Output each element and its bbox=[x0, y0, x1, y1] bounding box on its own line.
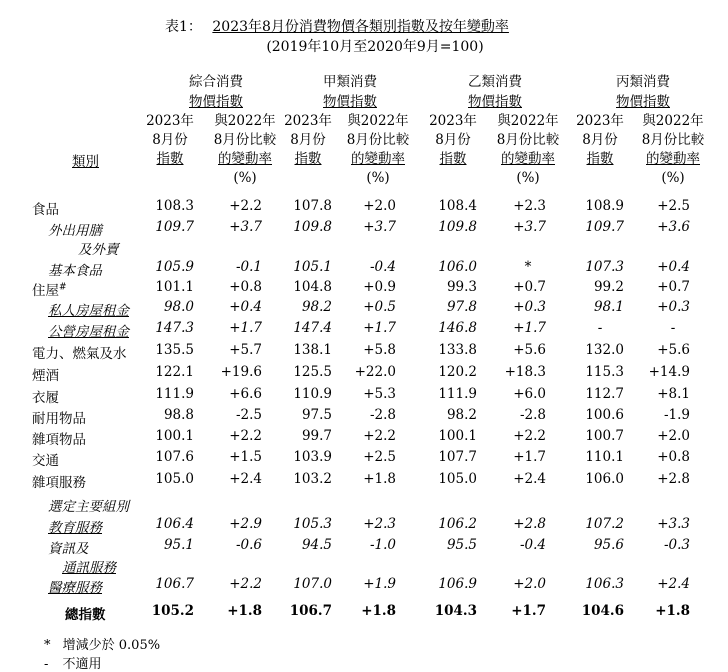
change-cell: +0.8 bbox=[229, 279, 262, 295]
column-header-line: 8月份比較 bbox=[496, 132, 560, 148]
column-header-line: 與2022年 bbox=[497, 113, 559, 129]
change-cell: +2.3 bbox=[513, 198, 546, 214]
change-cell: +1.5 bbox=[229, 449, 262, 465]
column-header-line: (%) bbox=[233, 170, 257, 186]
index-cell: 107.3 bbox=[585, 259, 624, 275]
index-cell: 108.9 bbox=[585, 198, 624, 214]
row-label bbox=[48, 299, 129, 319]
index-cell: 99.7 bbox=[301, 428, 332, 444]
index-cell: 100.1 bbox=[155, 428, 194, 444]
index-column-header bbox=[140, 112, 200, 169]
change-column-header bbox=[203, 112, 287, 188]
change-cell: +5.6 bbox=[657, 342, 690, 358]
column-header-line: 8月份 bbox=[290, 132, 326, 148]
row-label bbox=[32, 449, 59, 469]
index-cell: 95.1 bbox=[163, 537, 194, 553]
index-cell: 147.4 bbox=[293, 320, 332, 336]
column-header-line: 8月份 bbox=[582, 132, 618, 148]
index-cell: 125.5 bbox=[293, 364, 332, 380]
row-label-text: 雜項服務 bbox=[32, 475, 86, 491]
index-cell: 103.9 bbox=[293, 449, 332, 465]
change-cell: +1.8 bbox=[227, 603, 262, 619]
row-label-text: 食品 bbox=[32, 202, 59, 218]
column-group-header bbox=[583, 72, 703, 112]
index-cell: 106.7 bbox=[289, 603, 332, 619]
change-cell: -1.0 bbox=[369, 537, 396, 553]
column-header-line: 8月份比較 bbox=[213, 132, 277, 148]
change-cell: -2.8 bbox=[519, 407, 546, 423]
row-label bbox=[32, 364, 59, 384]
index-cell: 94.5 bbox=[301, 537, 332, 553]
change-cell: +2.0 bbox=[513, 576, 546, 592]
index-cell: 100.6 bbox=[585, 407, 624, 423]
footnote-2 bbox=[44, 653, 102, 672]
column-group-line1: 綜合消費 bbox=[189, 74, 243, 90]
index-cell: 133.8 bbox=[438, 342, 477, 358]
footnote-text: 增減少於 0.05% bbox=[62, 638, 161, 653]
index-cell: 97.8 bbox=[446, 299, 477, 315]
change-cell: +2.3 bbox=[363, 516, 396, 532]
change-cell: +2.2 bbox=[513, 428, 546, 444]
row-label bbox=[32, 198, 59, 218]
change-cell: +3.7 bbox=[363, 219, 396, 235]
index-cell: 110.1 bbox=[585, 449, 624, 465]
change-cell: -0.4 bbox=[519, 537, 546, 553]
row-label bbox=[32, 342, 127, 362]
index-cell: 104.6 bbox=[581, 603, 624, 619]
row-label-text: 外出用膳 bbox=[48, 223, 102, 239]
index-cell: 111.9 bbox=[155, 386, 194, 402]
row-label-text: 私人房屋租金 bbox=[48, 303, 129, 319]
row-label bbox=[48, 320, 129, 340]
change-cell: +2.8 bbox=[657, 471, 690, 487]
index-cell: 147.3 bbox=[155, 320, 194, 336]
index-cell: 108.4 bbox=[438, 198, 477, 214]
index-cell: 106.7 bbox=[155, 576, 194, 592]
change-cell: +2.4 bbox=[229, 471, 262, 487]
change-cell: +1.7 bbox=[229, 320, 262, 336]
index-cell: 105.0 bbox=[155, 471, 194, 487]
change-cell: +2.5 bbox=[363, 449, 396, 465]
index-cell: 105.1 bbox=[293, 259, 332, 275]
row-label bbox=[48, 537, 89, 557]
column-header-line: 2023年 bbox=[576, 113, 624, 129]
change-cell: +2.4 bbox=[513, 471, 546, 487]
index-cell: 104.8 bbox=[293, 279, 332, 295]
change-cell: +1.7 bbox=[513, 449, 546, 465]
index-cell: 111.9 bbox=[438, 386, 477, 402]
index-cell: 107.2 bbox=[585, 516, 624, 532]
change-cell: -0.1 bbox=[235, 259, 262, 275]
change-cell: +3.7 bbox=[513, 219, 546, 235]
index-cell: 106.0 bbox=[585, 471, 624, 487]
row-label-text: 公營房屋租金 bbox=[48, 324, 129, 340]
index-cell: 105.9 bbox=[155, 259, 194, 275]
row-label-text: 雜項物品 bbox=[32, 432, 86, 448]
index-cell: 135.5 bbox=[155, 342, 194, 358]
index-cell: 105.0 bbox=[438, 471, 477, 487]
row-label bbox=[32, 407, 86, 427]
change-cell: - bbox=[670, 320, 676, 336]
index-cell: 122.1 bbox=[155, 364, 194, 380]
change-cell: +0.3 bbox=[657, 299, 690, 315]
index-cell: 115.3 bbox=[585, 364, 624, 380]
index-cell: 107.8 bbox=[293, 198, 332, 214]
index-cell: 146.8 bbox=[438, 320, 477, 336]
row-label bbox=[65, 603, 106, 623]
change-cell: +3.7 bbox=[229, 219, 262, 235]
index-cell: 95.5 bbox=[446, 537, 477, 553]
table-title-text: 2023年8月份消費物價各類別指數及按年變動率 bbox=[212, 19, 509, 35]
change-cell: +2.2 bbox=[363, 428, 396, 444]
column-group-line1: 丙類消費 bbox=[616, 74, 670, 90]
change-cell: +1.8 bbox=[363, 471, 396, 487]
column-header-line: 的變動率 bbox=[218, 151, 272, 167]
row-label-text: 交通 bbox=[32, 453, 59, 469]
column-group-header bbox=[435, 72, 555, 112]
change-cell: +0.8 bbox=[657, 449, 690, 465]
index-cell: 109.8 bbox=[438, 219, 477, 235]
column-header-line: 指數 bbox=[156, 151, 184, 167]
row-label bbox=[48, 576, 102, 596]
footnote-1 bbox=[44, 634, 160, 653]
index-cell: 132.0 bbox=[585, 342, 624, 358]
row-label bbox=[48, 259, 102, 279]
index-cell: 105.2 bbox=[151, 603, 194, 619]
change-cell: +2.2 bbox=[229, 576, 262, 592]
row-label-text: 醫療服務 bbox=[48, 580, 102, 596]
change-cell: * bbox=[524, 259, 532, 275]
column-group-line1: 甲類消費 bbox=[323, 74, 377, 90]
change-cell: +5.3 bbox=[363, 386, 396, 402]
change-cell: +2.5 bbox=[657, 198, 690, 214]
change-cell: +1.8 bbox=[361, 603, 396, 619]
index-cell: 100.1 bbox=[438, 428, 477, 444]
row-label bbox=[48, 495, 129, 515]
column-header-line: 指數 bbox=[586, 151, 614, 167]
change-cell: +3.3 bbox=[657, 516, 690, 532]
change-cell: +0.4 bbox=[229, 299, 262, 315]
change-cell: +2.0 bbox=[363, 198, 396, 214]
row-label-text: 基本食品 bbox=[48, 263, 102, 279]
change-cell: -2.8 bbox=[369, 407, 396, 423]
change-cell: +2.4 bbox=[657, 576, 690, 592]
category-header: 類別 bbox=[72, 154, 99, 170]
change-cell: +5.7 bbox=[229, 342, 262, 358]
column-group-line1: 乙類消費 bbox=[468, 74, 522, 90]
column-header-line: 2023年 bbox=[284, 113, 332, 129]
column-header-line: 8月份 bbox=[435, 132, 471, 148]
row-label-text: 總指數 bbox=[65, 607, 106, 623]
change-cell: +1.7 bbox=[513, 320, 546, 336]
row-label-text: 選定主要組別 bbox=[48, 499, 129, 515]
index-cell: 106.0 bbox=[438, 259, 477, 275]
index-cell: 98.1 bbox=[593, 299, 624, 315]
change-cell: +0.4 bbox=[657, 259, 690, 275]
change-cell: -1.9 bbox=[663, 407, 690, 423]
column-header-line: 的變動率 bbox=[501, 151, 555, 167]
index-cell: 112.7 bbox=[585, 386, 624, 402]
change-column-header bbox=[631, 112, 715, 188]
change-cell: -0.4 bbox=[369, 259, 396, 275]
change-cell: +1.7 bbox=[363, 320, 396, 336]
column-header-line: 8月份比較 bbox=[641, 132, 705, 148]
change-cell: +19.6 bbox=[220, 364, 262, 380]
row-label-text: 耐用物品 bbox=[32, 411, 86, 427]
row-label bbox=[48, 516, 102, 536]
row-label-sup: # bbox=[59, 282, 67, 293]
index-cell: 99.3 bbox=[446, 279, 477, 295]
index-cell: 98.2 bbox=[301, 299, 332, 315]
change-cell: +1.8 bbox=[655, 603, 690, 619]
column-group-header bbox=[290, 72, 410, 112]
index-cell: 106.2 bbox=[438, 516, 477, 532]
change-cell: +2.9 bbox=[229, 516, 262, 532]
base-period: (2019年10月至2020年9月=100) bbox=[266, 39, 484, 55]
column-header-line: (%) bbox=[516, 170, 540, 186]
index-cell: 120.2 bbox=[438, 364, 477, 380]
column-header-line: 2023年 bbox=[146, 113, 194, 129]
row-label bbox=[48, 219, 102, 239]
change-cell: +5.6 bbox=[513, 342, 546, 358]
index-cell: 99.2 bbox=[593, 279, 624, 295]
row-label-text: 資訊及 bbox=[48, 541, 89, 557]
change-cell: -0.6 bbox=[235, 537, 262, 553]
change-cell: +2.2 bbox=[229, 428, 262, 444]
footnote-text: 不適用 bbox=[62, 657, 102, 672]
index-cell: 101.1 bbox=[155, 279, 194, 295]
index-cell: - bbox=[597, 320, 603, 336]
index-cell: 103.2 bbox=[293, 471, 332, 487]
index-column-header bbox=[278, 112, 338, 169]
change-cell: +8.1 bbox=[657, 386, 690, 402]
row-label bbox=[32, 279, 67, 299]
change-cell: +3.6 bbox=[657, 219, 690, 235]
index-cell: 98.2 bbox=[446, 407, 477, 423]
index-cell: 109.7 bbox=[585, 219, 624, 235]
index-cell: 105.3 bbox=[293, 516, 332, 532]
change-cell: +5.8 bbox=[363, 342, 396, 358]
row-label-line2: 通訊服務 bbox=[62, 560, 116, 576]
change-cell: +1.9 bbox=[363, 576, 396, 592]
index-cell: 98.8 bbox=[163, 407, 194, 423]
change-cell: +0.3 bbox=[513, 299, 546, 315]
change-cell: +0.7 bbox=[657, 279, 690, 295]
index-cell: 95.6 bbox=[593, 537, 624, 553]
index-cell: 106.4 bbox=[155, 516, 194, 532]
row-label bbox=[32, 471, 86, 491]
row-label-text: 衣履 bbox=[32, 390, 59, 406]
row-label bbox=[32, 428, 86, 448]
index-cell: 107.7 bbox=[438, 449, 477, 465]
index-cell: 109.7 bbox=[155, 219, 194, 235]
change-cell: +0.5 bbox=[363, 299, 396, 315]
index-cell: 108.3 bbox=[155, 198, 194, 214]
change-cell: +6.0 bbox=[513, 386, 546, 402]
column-group-line2: 物價指數 bbox=[468, 94, 522, 110]
index-cell: 97.5 bbox=[301, 407, 332, 423]
column-group-line2: 物價指數 bbox=[189, 94, 243, 110]
table-title bbox=[165, 16, 509, 36]
column-header-line: 指數 bbox=[439, 151, 467, 167]
column-header-line: (%) bbox=[661, 170, 685, 186]
row-label-text: 教育服務 bbox=[48, 520, 102, 536]
change-cell: +6.6 bbox=[229, 386, 262, 402]
change-cell: +1.7 bbox=[511, 603, 546, 619]
change-column-header bbox=[336, 112, 420, 188]
index-cell: 107.6 bbox=[155, 449, 194, 465]
row-label-text: 住屋 bbox=[32, 283, 59, 299]
column-group-header bbox=[156, 72, 276, 112]
column-group-line2: 物價指數 bbox=[616, 94, 670, 110]
change-cell: +22.0 bbox=[354, 364, 396, 380]
column-header-line: 的變動率 bbox=[351, 151, 405, 167]
change-cell: +0.9 bbox=[363, 279, 396, 295]
index-cell: 104.3 bbox=[434, 603, 477, 619]
column-header-line: 8月份 bbox=[152, 132, 188, 148]
change-cell: +2.2 bbox=[229, 198, 262, 214]
column-header-line: 的變動率 bbox=[646, 151, 700, 167]
index-cell: 100.7 bbox=[585, 428, 624, 444]
index-cell: 106.9 bbox=[438, 576, 477, 592]
column-header-line: 指數 bbox=[294, 151, 322, 167]
index-cell: 110.9 bbox=[293, 386, 332, 402]
index-cell: 107.0 bbox=[293, 576, 332, 592]
column-group-line2: 物價指數 bbox=[323, 94, 377, 110]
index-column-header bbox=[423, 112, 483, 169]
index-cell: 138.1 bbox=[293, 342, 332, 358]
row-label-line2: 及外賣 bbox=[78, 242, 119, 258]
index-cell: 106.3 bbox=[585, 576, 624, 592]
index-cell: 109.8 bbox=[293, 219, 332, 235]
footnote-mark: - bbox=[44, 657, 49, 672]
change-cell: +2.8 bbox=[513, 516, 546, 532]
table-number: 表1： bbox=[165, 19, 202, 35]
column-header-line: (%) bbox=[366, 170, 390, 186]
column-header-line: 8月份比較 bbox=[346, 132, 410, 148]
change-cell: +18.3 bbox=[504, 364, 546, 380]
index-column-header bbox=[570, 112, 630, 169]
change-cell: +14.9 bbox=[648, 364, 690, 380]
column-header-line: 與2022年 bbox=[347, 113, 409, 129]
change-column-header bbox=[486, 112, 570, 188]
change-cell: +2.0 bbox=[657, 428, 690, 444]
row-label-text: 電力、燃氣及水 bbox=[32, 346, 127, 362]
change-cell: -0.3 bbox=[663, 537, 690, 553]
footnote-mark: * bbox=[44, 638, 51, 653]
column-header-line: 2023年 bbox=[429, 113, 477, 129]
row-label-text: 煙酒 bbox=[32, 368, 59, 384]
change-cell: -2.5 bbox=[235, 407, 262, 423]
column-header-line: 與2022年 bbox=[642, 113, 704, 129]
change-cell: +0.7 bbox=[513, 279, 546, 295]
index-cell: 98.0 bbox=[163, 299, 194, 315]
row-label bbox=[32, 386, 59, 406]
column-header-line: 與2022年 bbox=[214, 113, 276, 129]
